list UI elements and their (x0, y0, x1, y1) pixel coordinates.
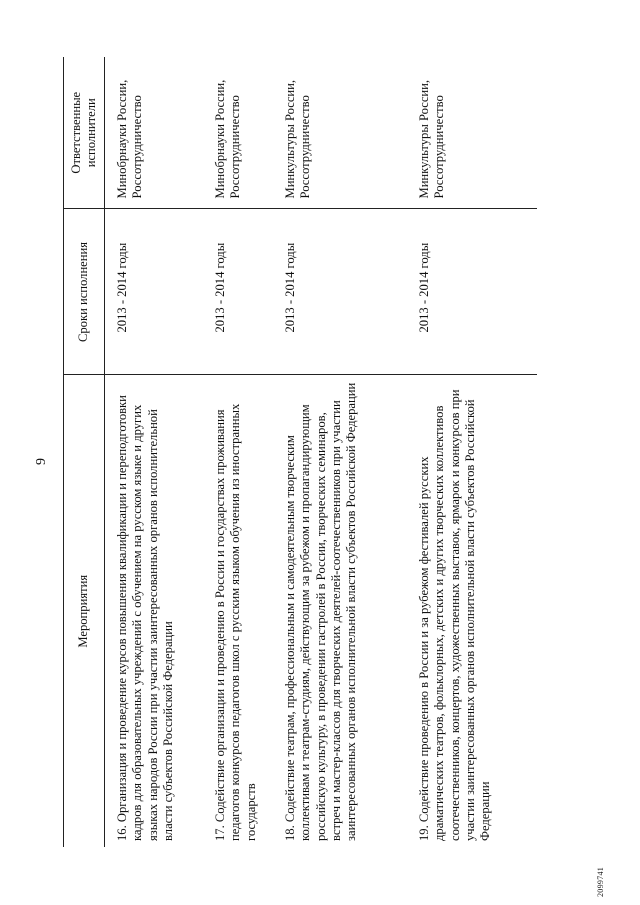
header-executors: Ответственные исполнители (64, 57, 105, 209)
activity-cell: 18. Содействие театрам, профессиональным и самодеятельным творческим коллективам и театрам-студиям, действующим за рубежом и пропагандирующим российскую культуру, в проведении гастролей в России, творческих семинаров, встреч и мастер-классов для творческих деятелей-соотечественников при участии заинтересованных органов исполнительной власти субъектов Российской Федерации (283, 382, 359, 841)
document-code: 2099741 (596, 866, 605, 897)
executors-cell: Минкультуры России, Россотрудничество (415, 57, 537, 209)
executors-cell: Минобрнауки России, Россотрудничество (211, 57, 281, 209)
activity-cell: 16. Организация и проведение курсов повышения квалификации и переподготовки кадров для образовательных учреждений с обучением на русском языке и других языках народов России при участии заинтересованных органов исполнительной власти субъектов Российской Федерации (115, 395, 176, 841)
period-cell: 2013 - 2014 годы (105, 209, 212, 375)
table-row (281, 57, 415, 847)
table-row (415, 57, 537, 847)
period-cell: 2013 - 2014 годы (281, 209, 415, 375)
period-cell: 2013 - 2014 годы (211, 209, 281, 375)
activity-cell: 19. Содействие проведению в России и за рубежом фестивалей русских драматических театров, фольклорных, детских и других творческих коллективов соотечественников, концертов, художественных выставок, ярмарок и конкурсов при участии заинтересованных органов исполнительной власти субъектов Российской Федерации (417, 389, 493, 841)
activities-table (63, 57, 537, 847)
executors-cell: Минобрнауки России, Россотрудничество (105, 57, 212, 209)
activity-cell: 17. Содействие организации и проведению в России и государствах проживания педагогов конкурсов педагогов школ с русским языком обучения из иностранных государств (213, 403, 258, 841)
table-row (105, 57, 212, 847)
header-activities: Мероприятия (64, 375, 105, 847)
header-period: Сроки исполнения (64, 209, 105, 375)
page-number: 9 (34, 458, 49, 465)
period-cell: 2013 - 2014 годы (415, 209, 537, 375)
table-header-row (64, 57, 105, 847)
table-row (211, 57, 281, 847)
executors-cell: Минкультуры России, Россотрудничество (281, 57, 415, 209)
